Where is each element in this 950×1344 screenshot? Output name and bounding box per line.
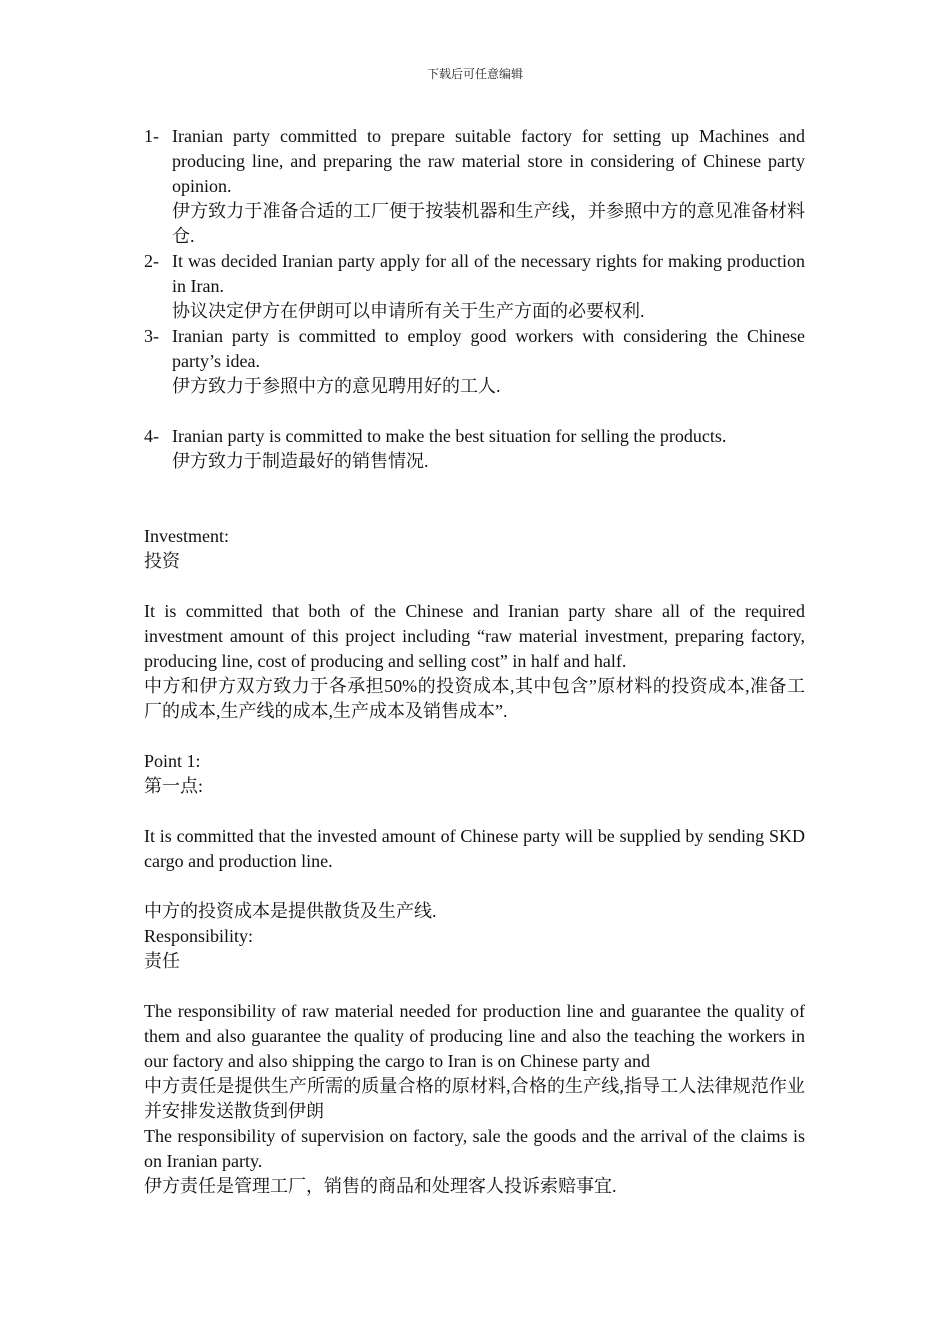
page-header-note: 下载后可任意编辑 <box>426 67 523 81</box>
list-item-3 <box>144 324 805 399</box>
list-item-english: It was decided Iranian party apply for all of the necessary rights for making production in Iran. <box>172 251 805 296</box>
list-number: 4- <box>144 426 159 446</box>
investment-heading-chinese: 投资 <box>144 551 180 571</box>
point1-heading-chinese: 第一点: <box>144 776 204 796</box>
list-item-chinese: 伊方致力于准备合适的工厂便于按装机器和生产线，并参照中方的意见准备材料仓. <box>172 201 805 246</box>
list-number: 2- <box>144 251 159 271</box>
responsibility-heading: Responsibility: <box>144 926 254 946</box>
investment-body-chinese: 中方和伊方双方致力于各承担50%的投资成本,其中包含”原材料的投资成本,准备工厂的成本,生产线的成本,生产成本及销售成本”. <box>144 676 805 721</box>
responsibility-body-1-chinese: 中方责任是提供生产所需的质量合格的原材料,合格的生产线,指导工人法律规范作业并安排发送散货到伊朗 <box>144 1076 805 1121</box>
investment-heading: Investment: <box>144 526 229 546</box>
list-item-1 <box>144 124 805 249</box>
document-body <box>144 124 805 1199</box>
responsibility-body-2: The responsibility of supervision on factory, sale the goods and the arrival of the claims is on Iranian party. <box>144 1126 805 1171</box>
list-item-english: Iranian party is committed to employ good workers with considering the Chinese party’s idea. <box>172 326 805 371</box>
responsibility-body-1: The responsibility of raw material needed for production line and guarantee the quality of them and also guarantee the quality of producing line and also the teaching the workers in our factory and also shipping the cargo to Iran is on Chinese party and <box>144 1001 805 1071</box>
point1-heading: Point 1: <box>144 751 201 771</box>
list-item-english: Iranian party is committed to make the best situation for selling the products. <box>172 426 727 446</box>
point1-body: It is committed that the invested amount of Chinese party will be supplied by sending SKD cargo and production line. <box>144 826 805 871</box>
list-number: 1- <box>144 126 159 146</box>
list-item-chinese: 伊方致力于制造最好的销售情况. <box>172 451 429 471</box>
responsibility-body-2-chinese: 伊方责任是管理工厂，销售的商品和处理客人投诉索赔事宜. <box>144 1176 617 1196</box>
list-item-chinese: 伊方致力于参照中方的意见聘用好的工人. <box>172 376 501 396</box>
list-item-4 <box>144 424 805 474</box>
responsibility-heading-chinese: 责任 <box>144 951 180 971</box>
list-item-chinese: 协议决定伊方在伊朗可以申请所有关于生产方面的必要权利. <box>172 301 645 321</box>
investment-body: It is committed that both of the Chinese and Iranian party share all of the required investment amount of this project including “raw material investment, preparing factory, producing line, cost of producing and selling cost” in half and half. <box>144 601 805 671</box>
list-item-english: Iranian party committed to prepare suitable factory for setting up Machines and producing line, and preparing the raw material store in considering of Chinese party opinion. <box>172 126 805 196</box>
list-item-2 <box>144 249 805 324</box>
list-number: 3- <box>144 326 159 346</box>
point1-body-chinese: 中方的投资成本是提供散货及生产线. <box>144 901 437 921</box>
